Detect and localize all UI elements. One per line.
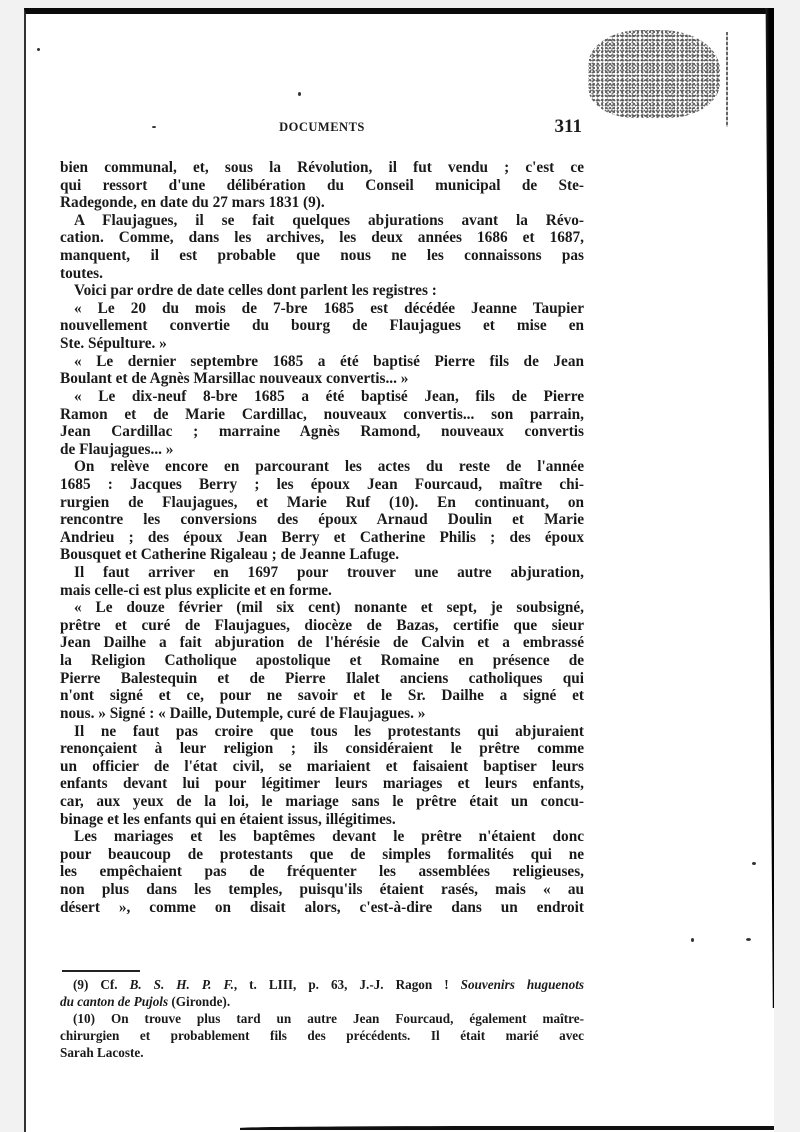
scan-noise-line xyxy=(726,32,728,127)
text-line: désert », comme on disait alors, c'est-à-dire dans un endroit xyxy=(60,898,584,916)
footnote-10-line: chirurgien et probablement fils des précédents. Il était marié avec xyxy=(60,1028,584,1043)
footnote-italic: B. S. H. P. F. xyxy=(129,977,234,992)
text-line: Radegonde, en date du 27 mars 1831 (9). xyxy=(60,194,325,212)
text-line: un officier de l'état civil, se mariaient et faisaient baptiser leurs xyxy=(60,757,584,775)
text-line: prêtre et curé de Flaujagues, diocèze de Bazas, certifie que sieur xyxy=(60,616,584,634)
footnote-9-line xyxy=(60,993,584,1010)
text-line: Andrieu ; des époux Jean Berry et Catherine Philis ; des époux xyxy=(60,528,584,546)
text-line: « Le dernier septembre 1685 a été baptisé Pierre fils de Jean xyxy=(74,352,584,370)
text-line: « Le 20 du mois de 7-bre 1685 est décédée Jeanne Taupier xyxy=(74,299,584,317)
text-line: nouvellement convertie du bourg de Flaujagues et mise en xyxy=(60,317,584,335)
scan-speck xyxy=(152,126,156,128)
footnote-text: (9) Cf. xyxy=(73,977,130,992)
footnote-italic: du canton de Pujols xyxy=(60,994,169,1009)
footnote-text: (Gironde). xyxy=(168,994,231,1009)
text-line: « Le douze février (mil six cent) nonante et sept, je soubsigné, xyxy=(74,599,584,617)
text-line: Pierre Balestequin et de Pierre Ilalet anciens catholiques qui xyxy=(60,669,584,687)
text-line: Jean Cardillac ; marraine Agnès Ramond, nouveaux convertis xyxy=(60,423,584,441)
text-line: mais celle-ci est plus explicite et en forme. xyxy=(60,581,332,599)
text-line: Il ne faut pas croire que tous les protestants qui abjuraient xyxy=(74,722,584,740)
text-line: 1685 : Jacques Berry ; les époux Jean Fourcaud, maître chi- xyxy=(60,475,584,493)
footnotes xyxy=(60,976,584,1061)
footnote-9-line xyxy=(60,976,584,993)
text-line: manquent, il est probable que nous ne les connaissons pas xyxy=(60,247,584,265)
page-header xyxy=(60,118,584,140)
text-line: Ste. Sépulture. » xyxy=(60,335,167,353)
text-line: Il faut arriver en 1697 pour trouver une autre abjuration, xyxy=(74,564,584,582)
text-line: cation. Comme, dans les archives, les deux années 1686 et 1687, xyxy=(60,229,584,247)
text-line: les empêchaient pas de fréquenter les assemblées religieuses, xyxy=(60,863,584,881)
text-line: non plus dans les temples, puisqu'ils étaient rasés, mais « au xyxy=(60,880,584,898)
page-number: 311 xyxy=(554,116,582,137)
text-line: Boulant et de Agnès Marsillac nouveaux convertis... » xyxy=(60,370,409,388)
text-line: rurgien de Flaujagues, et Marie Ruf (10). En continuant, on xyxy=(60,493,584,511)
text-line: Voici par ordre de date celles dont parlent les registres : xyxy=(74,282,437,300)
scan-speck xyxy=(691,938,694,942)
text-line: « Le dix-neuf 8-bre 1685 a été baptisé Jean, fils de Pierre xyxy=(74,387,584,405)
text-line: car, aux yeux de la loi, le mariage sans le prêtre était un concu- xyxy=(60,792,584,810)
footnote-italic: Souvenirs huguenots xyxy=(460,977,585,992)
text-line: pour beaucoup de protestants que de simples formalités qui ne xyxy=(60,845,584,863)
text-line: binage et les enfants qui en étaient issus, illégitimes. xyxy=(60,810,396,828)
text-line: enfants devant lui pour légitimer leurs mariages et leurs enfants, xyxy=(60,775,584,793)
text-line: de Flaujagues... » xyxy=(60,440,174,458)
text-line: qui ressort d'une délibération du Conseil municipal de Ste- xyxy=(60,176,584,194)
running-title: DOCUMENTS xyxy=(279,120,365,134)
text-line: Ramon et de Marie Cardillac, nouveaux convertis... son parrain, xyxy=(60,405,584,423)
scan-noise-stain xyxy=(588,30,720,118)
scan-speck xyxy=(37,48,40,51)
scan-speck xyxy=(746,938,751,941)
text-line: On relève encore en parcourant les actes du reste de l'année xyxy=(74,458,584,476)
text-line: n'ont signé et ce, pour ne savoir et le Sr. Dailhe a signé et xyxy=(60,687,584,705)
text-line: toutes. xyxy=(60,264,103,282)
text-line: Bousquet et Catherine Rigaleau ; de Jeanne Lafuge. xyxy=(60,546,400,564)
footnote-10-line: (10) On trouve plus tard un autre Jean Fourcaud, également maître- xyxy=(73,1011,584,1026)
text-line: A Flaujagues, il se fait quelques abjurations avant la Révo- xyxy=(74,211,584,229)
text-line: renonçaient à leur religion ; ils considéraient le prêtre comme xyxy=(60,740,584,758)
text-line: bien communal, et, sous la Révolution, il fut vendu ; c'est ce xyxy=(60,159,584,176)
text-line: la Religion Catholique apostolique et Romaine en présence de xyxy=(60,652,584,670)
text-line: nous. » Signé : « Daille, Dutemple, curé de Flaujagues. » xyxy=(60,704,426,722)
text-line: rencontre les conversions des époux Arnaud Doulin et Marie xyxy=(60,511,584,529)
footnote-text: , t. LIII, p. 63, J.-J. Ragon ! xyxy=(233,977,461,992)
body-text xyxy=(60,159,584,916)
text-line: Les mariages et les baptêmes devant le prêtre n'étaient donc xyxy=(74,828,584,846)
footnote-separator xyxy=(62,970,140,972)
scan-speck xyxy=(298,92,301,96)
text-line: Jean Dailhe a fait abjuration de l'hérésie de Calvin et a embrassé xyxy=(60,634,584,652)
footnote-10-line: Sarah Lacoste. xyxy=(60,1045,144,1060)
scan-speck xyxy=(752,862,756,865)
page-bottom-edge xyxy=(240,1126,774,1130)
